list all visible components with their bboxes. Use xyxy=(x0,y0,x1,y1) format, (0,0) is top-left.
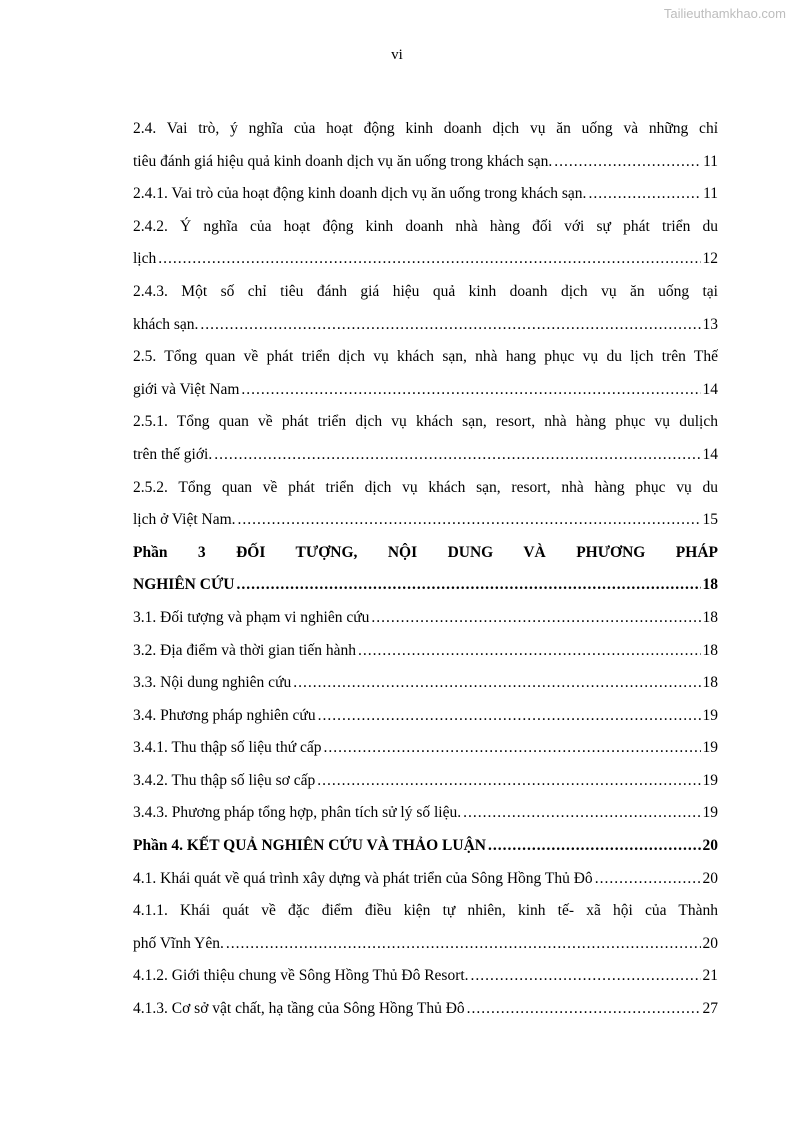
page-number: vi xyxy=(391,47,403,63)
dot-leader xyxy=(158,243,700,276)
toc-entry[interactable] xyxy=(133,537,718,602)
toc-page-number: 14 xyxy=(702,445,718,463)
toc-entry-line xyxy=(133,928,718,961)
toc-entry[interactable] xyxy=(133,895,718,960)
toc-entry-text: lịch ở Việt Nam. xyxy=(133,511,236,529)
toc-entry[interactable] xyxy=(133,700,718,733)
toc-entry[interactable] xyxy=(133,211,718,276)
toc-entry-text: 3.2. Địa điểm và thời gian tiến hành xyxy=(133,641,356,659)
toc-entry-line xyxy=(133,602,718,635)
toc-page-number: 11 xyxy=(703,185,718,203)
toc-entry[interactable] xyxy=(133,732,718,765)
toc-entry-text: lịch xyxy=(133,250,157,268)
toc-entry-text: 3.1. Đối tượng và phạm vi nghiên cứu xyxy=(133,608,370,626)
toc-entry-line xyxy=(133,146,718,179)
toc-entry-line xyxy=(133,504,718,537)
dot-leader xyxy=(371,602,700,635)
toc-page-number: 13 xyxy=(702,315,718,333)
toc-entry[interactable] xyxy=(133,113,718,178)
toc-entry-line xyxy=(133,374,718,407)
toc-page-number: 12 xyxy=(702,250,718,268)
toc-page-number: 19 xyxy=(702,739,718,757)
toc-entry-line xyxy=(133,243,718,276)
toc-entry-text: 4.1.1. Khái quát về đặc điểm điều kiện tự nhiên, kinh tế- xã hội của Thành xyxy=(133,902,718,920)
dot-leader xyxy=(463,797,700,830)
toc-entry[interactable] xyxy=(133,830,718,863)
toc-entry-line xyxy=(133,993,718,1026)
toc-entry[interactable] xyxy=(133,667,718,700)
dot-leader xyxy=(293,667,700,700)
toc-entry-line xyxy=(133,700,718,733)
toc-entry[interactable] xyxy=(133,765,718,798)
toc-page-number: 15 xyxy=(702,511,718,529)
dot-leader xyxy=(317,765,700,798)
toc-entry-line xyxy=(133,960,718,993)
dot-leader xyxy=(236,569,700,602)
toc-page-number: 21 xyxy=(702,967,718,985)
toc-entry-text: Phần 3 ĐỐI TƯỢNG, NỘI DUNG VÀ PHƯƠNG PHÁP xyxy=(133,543,718,561)
toc-entry-line xyxy=(133,667,718,700)
dot-leader xyxy=(595,863,701,896)
toc-entry-text: NGHIÊN CỨU xyxy=(133,576,235,594)
toc-entry[interactable] xyxy=(133,406,718,471)
toc-entry-text: 4.1.2. Giới thiệu chung về Sông Hồng Thủ Đô Resort. xyxy=(133,967,469,985)
toc-entry-text: 2.5.2. Tổng quan về phát triển dịch vụ khách sạn, resort, nhà hàng phục vụ du xyxy=(133,478,718,496)
toc-entry-text: 3.3. Nội dung nghiên cứu xyxy=(133,674,292,692)
dot-leader xyxy=(554,146,701,179)
toc-entry[interactable] xyxy=(133,341,718,406)
toc-page-number: 14 xyxy=(702,380,718,398)
dot-leader xyxy=(226,928,701,961)
toc-entry-text: 2.5.1. Tổng quan về phát triển dịch vụ khách sạn, resort, nhà hàng phục vụ dulịch xyxy=(133,413,718,431)
dot-leader xyxy=(238,504,701,537)
toc-entry[interactable] xyxy=(133,276,718,341)
dot-leader xyxy=(214,439,700,472)
toc-entry-text: giới và Việt Nam xyxy=(133,380,240,398)
toc-entry-text: 3.4.1. Thu thập số liệu thứ cấp xyxy=(133,739,322,757)
toc-page-number: 20 xyxy=(702,934,718,952)
toc-entry[interactable] xyxy=(133,178,718,211)
toc-entry-text: 3.4.2. Thu thập số liệu sơ cấp xyxy=(133,771,316,789)
toc-entry[interactable] xyxy=(133,960,718,993)
dot-leader xyxy=(467,993,701,1026)
toc-entry[interactable] xyxy=(133,863,718,896)
toc-entry-line xyxy=(133,569,718,602)
dot-leader xyxy=(241,374,700,407)
toc-entry-line xyxy=(133,797,718,830)
toc-page-number: 19 xyxy=(702,771,718,789)
toc-entry-text: 2.4. Vai trò, ý nghĩa của hoạt động kinh doanh dịch vụ ăn uống và những chỉ xyxy=(133,120,718,137)
toc-page-number: 18 xyxy=(702,576,718,594)
toc-page-number: 11 xyxy=(703,152,718,170)
toc-entry-text: 4.1. Khái quát về quá trình xây dựng và phát triển của Sông Hồng Thủ Đô xyxy=(133,869,593,887)
dot-leader xyxy=(588,178,701,211)
toc-entry[interactable] xyxy=(133,472,718,537)
toc-entry[interactable] xyxy=(133,993,718,1026)
dot-leader xyxy=(471,960,701,993)
toc-page-number: 18 xyxy=(702,641,718,659)
toc-entry-line xyxy=(133,635,718,668)
toc-entry-line xyxy=(133,765,718,798)
toc-entry-text: trên thế giới. xyxy=(133,445,213,463)
toc-page-number: 20 xyxy=(702,869,718,887)
toc-entry-text: 2.5. Tổng quan về phát triển dịch vụ khách sạn, nhà hang phục vụ du lịch trên Thế xyxy=(133,348,718,366)
toc-page-number: 19 xyxy=(702,706,718,724)
dot-leader xyxy=(324,732,701,765)
toc-entry-text: 3.4. Phương pháp nghiên cứu xyxy=(133,706,316,724)
toc-page-number: 27 xyxy=(702,1000,718,1018)
toc-entry[interactable] xyxy=(133,602,718,635)
toc-page-number: 20 xyxy=(702,837,718,855)
dot-leader xyxy=(318,700,701,733)
toc-entry-text: phố Vĩnh Yên. xyxy=(133,934,224,952)
toc-entry-text: 4.1.3. Cơ sở vật chất, hạ tầng của Sông Hồng Thủ Đô xyxy=(133,1000,465,1018)
toc-entry-line xyxy=(133,732,718,765)
toc-entry-line xyxy=(133,439,718,472)
toc-entry-text: khách sạn. xyxy=(133,315,199,333)
toc-entry-text: 2.4.2. Ý nghĩa của hoạt động kinh doanh nhà hàng đối với sự phát triển du xyxy=(133,217,718,235)
toc-page-number: 18 xyxy=(702,608,718,626)
toc-entry-text: Phần 4. KẾT QUẢ NGHIÊN CỨU VÀ THẢO LUẬN xyxy=(133,837,486,855)
toc-entry-text: 3.4.3. Phương pháp tổng hợp, phân tích sử lý số liệu. xyxy=(133,804,462,822)
dot-leader xyxy=(200,309,700,342)
toc-page-number: 18 xyxy=(702,674,718,692)
toc-entry-line xyxy=(133,178,718,211)
toc-entry-text: 2.4.1. Vai trò của hoạt động kinh doanh dịch vụ ăn uống trong khách sạn. xyxy=(133,185,587,203)
toc-page-number: 19 xyxy=(702,804,718,822)
toc-entry[interactable] xyxy=(133,797,718,830)
watermark: Tailieuthamkhao.com xyxy=(663,6,786,21)
dot-leader xyxy=(358,635,701,668)
toc-entry-text: 2.4.3. Một số chỉ tiêu đánh giá hiệu quả kinh doanh dịch vụ ăn uống tại xyxy=(133,282,718,300)
toc-entry-line xyxy=(133,309,718,342)
dot-leader xyxy=(488,830,701,863)
toc-entry-line xyxy=(133,863,718,896)
toc-entry-line xyxy=(133,830,718,863)
toc-entry[interactable] xyxy=(133,635,718,668)
toc-entry-text: tiêu đánh giá hiệu quả kinh doanh dịch vụ ăn uống trong khách sạn. xyxy=(133,152,553,170)
table-of-contents xyxy=(133,113,718,1026)
